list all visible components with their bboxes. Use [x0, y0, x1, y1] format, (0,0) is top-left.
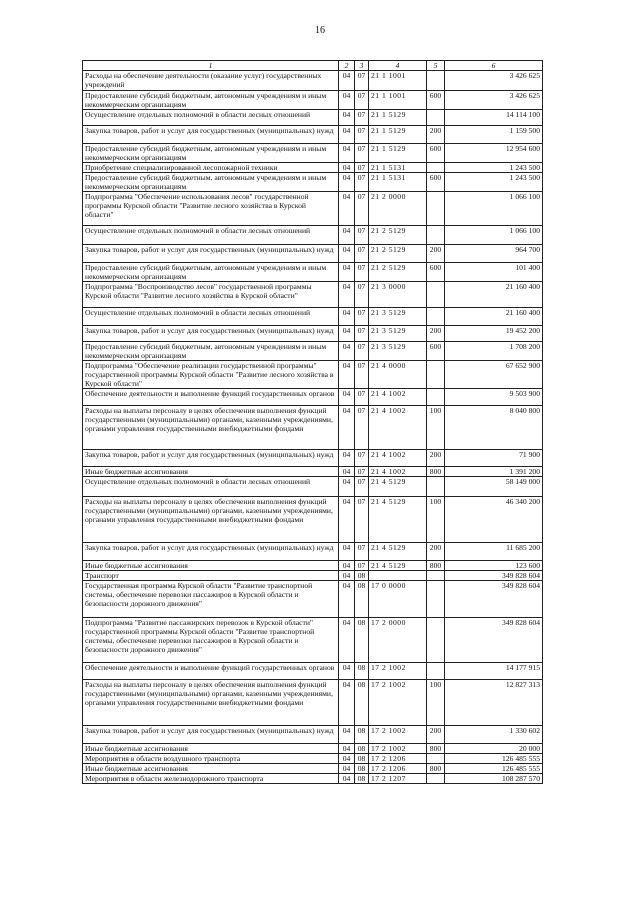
row-name: Предоставление субсидий бюджетным, автономным учреждениям и иным некоммерческим организациям: [83, 144, 339, 163]
row-target-article: 21 1 1001: [369, 71, 427, 91]
row-subsection: 08: [355, 680, 369, 726]
row-expense-type: 200: [427, 543, 445, 561]
row-amount: 12 827 313: [445, 680, 543, 726]
row-subsection: 07: [355, 282, 369, 308]
table-row: [83, 71, 543, 91]
table-row: [83, 663, 543, 680]
row-target-article: 17 2 1002: [369, 744, 427, 754]
row-target-article: 17 2 1002: [369, 680, 427, 726]
row-section: 04: [339, 467, 355, 477]
row-name: Осуществление отдельных полномочий в области лесных отношений: [83, 226, 339, 245]
row-target-article: 21 2 5129: [369, 245, 427, 263]
row-subsection: 07: [355, 450, 369, 467]
row-target-article: 21 4 1002: [369, 406, 427, 450]
row-target-article: 21 4 5129: [369, 497, 427, 543]
row-amount: 58 149 000: [445, 477, 543, 497]
row-section: 04: [339, 618, 355, 663]
row-section: 04: [339, 406, 355, 450]
table-row: [83, 571, 543, 581]
row-expense-type: 600: [427, 144, 445, 163]
row-expense-type: 800: [427, 467, 445, 477]
row-target-article: 21 4 5129: [369, 477, 427, 497]
row-name: Закупка товаров, работ и услуг для государственных (муниципальных) нужд: [83, 543, 339, 561]
row-target-article: 21 4 0000: [369, 361, 427, 389]
row-expense-type: [427, 663, 445, 680]
table-row: [83, 361, 543, 389]
table-row: [83, 561, 543, 571]
row-subsection: 07: [355, 561, 369, 571]
row-section: 04: [339, 342, 355, 361]
row-target-article: 17 2 1206: [369, 754, 427, 764]
row-amount: 123 600: [445, 561, 543, 571]
row-subsection: 07: [355, 71, 369, 91]
row-target-article: 21 2 5129: [369, 226, 427, 245]
row-target-article: 17 2 1002: [369, 726, 427, 744]
row-subsection: 07: [355, 263, 369, 282]
row-section: 04: [339, 361, 355, 389]
row-subsection: 07: [355, 144, 369, 163]
row-section: 04: [339, 774, 355, 784]
row-subsection: 07: [355, 173, 369, 192]
table-row: [83, 389, 543, 406]
row-section: 04: [339, 308, 355, 326]
row-section: 04: [339, 663, 355, 680]
table-row: [83, 91, 543, 110]
row-section: 04: [339, 450, 355, 467]
row-section: 04: [339, 389, 355, 406]
table-row: [83, 282, 543, 308]
row-target-article: 21 4 1002: [369, 450, 427, 467]
row-amount: 101 400: [445, 263, 543, 282]
row-subsection: 07: [355, 308, 369, 326]
row-subsection: 08: [355, 744, 369, 754]
row-expense-type: [427, 192, 445, 226]
row-subsection: 07: [355, 406, 369, 450]
table-row: [83, 497, 543, 543]
row-expense-type: 800: [427, 764, 445, 774]
row-amount: 126 485 555: [445, 754, 543, 764]
table-row: [83, 326, 543, 342]
row-subsection: 07: [355, 342, 369, 361]
row-amount: 12 954 600: [445, 144, 543, 163]
row-section: 04: [339, 581, 355, 618]
row-section: 04: [339, 326, 355, 342]
table-row: [83, 342, 543, 361]
row-expense-type: [427, 389, 445, 406]
row-amount: 11 685 200: [445, 543, 543, 561]
row-target-article: 21 3 5129: [369, 342, 427, 361]
row-name: Обеспечение деятельности и выполнение функций государственных органов: [83, 663, 339, 680]
row-name: Предоставление субсидий бюджетным, автономным учреждениям и иным некоммерческим организациям: [83, 91, 339, 110]
table-row: [83, 477, 543, 497]
row-expense-type: [427, 571, 445, 581]
header-section: 2: [339, 61, 355, 71]
row-amount: 1 243 500: [445, 173, 543, 192]
row-target-article: 17 2 1206: [369, 764, 427, 774]
row-name: Закупка товаров, работ и услуг для государственных (муниципальных) нужд: [83, 726, 339, 744]
table-body: [83, 71, 543, 784]
row-name: Расходы на выплаты персоналу в целях обеспечения выполнения функций государственными (муниципальными) органами, казенными учреждениями, органами управления государственными внебюджетными фондами: [83, 680, 339, 726]
row-amount: 964 700: [445, 245, 543, 263]
row-expense-type: 800: [427, 744, 445, 754]
row-name: Предоставление субсидий бюджетным, автономным учреждениям и иным некоммерческим организациям: [83, 263, 339, 282]
row-expense-type: [427, 71, 445, 91]
row-subsection: 08: [355, 726, 369, 744]
row-subsection: 07: [355, 467, 369, 477]
table-row: [83, 110, 543, 126]
row-amount: 14 114 100: [445, 110, 543, 126]
table-row: [83, 543, 543, 561]
row-target-article: 17 2 1207: [369, 774, 427, 784]
row-amount: 1 066 100: [445, 226, 543, 245]
row-section: 04: [339, 144, 355, 163]
row-name: Закупка товаров, работ и услуг для государственных (муниципальных) нужд: [83, 126, 339, 144]
row-expense-type: [427, 110, 445, 126]
row-subsection: 07: [355, 163, 369, 173]
row-subsection: 07: [355, 497, 369, 543]
row-section: 04: [339, 477, 355, 497]
row-amount: 108 287 570: [445, 774, 543, 784]
row-amount: 21 160 400: [445, 282, 543, 308]
row-expense-type: 200: [427, 450, 445, 467]
table-row: [83, 406, 543, 450]
row-amount: 46 340 200: [445, 497, 543, 543]
row-section: 04: [339, 91, 355, 110]
row-expense-type: [427, 754, 445, 764]
row-amount: 1 330 602: [445, 726, 543, 744]
row-expense-type: [427, 163, 445, 173]
row-expense-type: 200: [427, 245, 445, 263]
budget-table: [82, 60, 543, 784]
table-row: [83, 450, 543, 467]
page-number: 16: [315, 25, 325, 36]
row-name: Закупка товаров, работ и услуг для государственных (муниципальных) нужд: [83, 245, 339, 263]
table-row: [83, 467, 543, 477]
row-subsection: 08: [355, 774, 369, 784]
row-name: Иные бюджетные ассигнования: [83, 561, 339, 571]
row-amount: 349 828 604: [445, 618, 543, 663]
row-section: 04: [339, 173, 355, 192]
table-row: [83, 192, 543, 226]
row-amount: 8 040 800: [445, 406, 543, 450]
row-subsection: 07: [355, 389, 369, 406]
row-target-article: 21 2 5129: [369, 263, 427, 282]
row-name: Закупка товаров, работ и услуг для государственных (муниципальных) нужд: [83, 450, 339, 467]
row-target-article: 21 1 5131: [369, 173, 427, 192]
row-subsection: 07: [355, 192, 369, 226]
row-expense-type: 600: [427, 173, 445, 192]
row-target-article: 17 0 0000: [369, 581, 427, 618]
row-expense-type: [427, 308, 445, 326]
row-target-article: 21 1 5129: [369, 144, 427, 163]
row-section: 04: [339, 192, 355, 226]
row-subsection: 07: [355, 245, 369, 263]
row-target-article: 21 1 5129: [369, 126, 427, 144]
row-section: 04: [339, 561, 355, 571]
row-amount: 71 900: [445, 450, 543, 467]
row-name: Иные бюджетные ассигнования: [83, 467, 339, 477]
row-section: 04: [339, 163, 355, 173]
row-subsection: 07: [355, 543, 369, 561]
row-name: Расходы на обеспечение деятельности (оказание услуг) государственных учреждений: [83, 71, 339, 91]
row-expense-type: 200: [427, 726, 445, 744]
table-row: [83, 308, 543, 326]
row-target-article: 21 4 1002: [369, 389, 427, 406]
row-name: Подпрограмма "Развитие пассажирских перевозок в Курской области" государственной программы Курской области "Развитие транспортной системы, обеспечение перевозки пассажиров в Курской области и безопасности дорожного движения": [83, 618, 339, 663]
row-section: 04: [339, 126, 355, 144]
row-target-article: 17 2 1002: [369, 663, 427, 680]
row-target-article: 21 4 5129: [369, 561, 427, 571]
table-row: [83, 754, 543, 764]
row-subsection: 07: [355, 91, 369, 110]
row-subsection: 07: [355, 477, 369, 497]
header-subsection: 3: [355, 61, 369, 71]
row-name: Мероприятия в области воздушного транспорта: [83, 754, 339, 764]
table-row: [83, 774, 543, 784]
row-name: Расходы на выплаты персоналу в целях обеспечения выполнения функций государственными (муниципальными) органами, казенными учреждениями, органами управления государственными внебюджетными фондами: [83, 497, 339, 543]
row-target-article: 21 4 5129: [369, 543, 427, 561]
row-subsection: 07: [355, 226, 369, 245]
row-name: Предоставление субсидий бюджетным, автономным учреждениям и иным некоммерческим организациям: [83, 173, 339, 192]
row-expense-type: [427, 361, 445, 389]
row-expense-type: [427, 226, 445, 245]
row-name: Осуществление отдельных полномочий в области лесных отношений: [83, 110, 339, 126]
row-section: 04: [339, 744, 355, 754]
row-subsection: 07: [355, 361, 369, 389]
row-target-article: 21 3 5129: [369, 326, 427, 342]
row-expense-type: 800: [427, 561, 445, 571]
row-name: Транспорт: [83, 571, 339, 581]
header-name: 1: [83, 61, 339, 71]
row-section: 04: [339, 543, 355, 561]
row-amount: 19 452 200: [445, 326, 543, 342]
row-section: 04: [339, 71, 355, 91]
table-row: [83, 173, 543, 192]
table-row: [83, 581, 543, 618]
row-subsection: 07: [355, 110, 369, 126]
row-amount: 21 160 400: [445, 308, 543, 326]
row-expense-type: [427, 618, 445, 663]
table-row: [83, 726, 543, 744]
row-amount: 3 426 625: [445, 71, 543, 91]
table-row: [83, 126, 543, 144]
row-expense-type: 100: [427, 497, 445, 543]
row-expense-type: 600: [427, 263, 445, 282]
row-section: 04: [339, 680, 355, 726]
header-target-article: 4: [369, 61, 427, 71]
row-name: Предоставление субсидий бюджетным, автономным учреждениям и иным некоммерческим организациям: [83, 342, 339, 361]
header-expense-type: 5: [427, 61, 445, 71]
table-row: [83, 764, 543, 774]
row-name: Осуществление отдельных полномочий в области лесных отношений: [83, 477, 339, 497]
row-target-article: [369, 571, 427, 581]
row-name: Обеспечение деятельности и выполнение функций государственных органов: [83, 389, 339, 406]
row-subsection: 08: [355, 581, 369, 618]
row-section: 04: [339, 110, 355, 126]
row-amount: 126 485 555: [445, 764, 543, 774]
table-row: [83, 618, 543, 663]
row-subsection: 08: [355, 764, 369, 774]
row-subsection: 08: [355, 571, 369, 581]
row-expense-type: 600: [427, 91, 445, 110]
row-expense-type: [427, 477, 445, 497]
row-amount: 20 000: [445, 744, 543, 754]
row-expense-type: 100: [427, 406, 445, 450]
row-amount: 1 243 500: [445, 163, 543, 173]
row-amount: 1 066 100: [445, 192, 543, 226]
row-subsection: 07: [355, 326, 369, 342]
row-name: Мероприятия в области железнодорожного транспорта: [83, 774, 339, 784]
row-target-article: 21 3 5129: [369, 308, 427, 326]
row-name: Закупка товаров, работ и услуг для государственных (муниципальных) нужд: [83, 326, 339, 342]
row-amount: 1 708 200: [445, 342, 543, 361]
table-row: [83, 680, 543, 726]
row-amount: 9 503 900: [445, 389, 543, 406]
row-section: 04: [339, 754, 355, 764]
header-amount: 6: [445, 61, 543, 71]
row-target-article: 21 1 5131: [369, 163, 427, 173]
row-target-article: 21 2 0000: [369, 192, 427, 226]
row-target-article: 21 1 1001: [369, 91, 427, 110]
row-expense-type: 600: [427, 342, 445, 361]
row-section: 04: [339, 263, 355, 282]
row-name: Подпрограмма "Обеспечение использования лесов" государственной программы Курской области "Развитие лесного хозяйства в Курской области": [83, 192, 339, 226]
row-target-article: 21 3 0000: [369, 282, 427, 308]
row-subsection: 07: [355, 126, 369, 144]
row-expense-type: [427, 282, 445, 308]
table-header-row: [83, 61, 543, 71]
table-row: [83, 744, 543, 754]
row-name: Иные бюджетные ассигнования: [83, 744, 339, 754]
table-row: [83, 226, 543, 245]
table-row: [83, 144, 543, 163]
row-name: Расходы на выплаты персоналу в целях обеспечения выполнения функций государственными (муниципальными) органами, казенными учреждениями, органами управления государственными внебюджетными фондами: [83, 406, 339, 450]
row-amount: 14 177 915: [445, 663, 543, 680]
row-subsection: 08: [355, 754, 369, 764]
row-target-article: 21 1 5129: [369, 110, 427, 126]
row-amount: 349 828 604: [445, 581, 543, 618]
row-amount: 67 652 900: [445, 361, 543, 389]
row-section: 04: [339, 764, 355, 774]
row-section: 04: [339, 282, 355, 308]
row-expense-type: [427, 581, 445, 618]
row-name: Иные бюджетные ассигнования: [83, 764, 339, 774]
row-section: 04: [339, 245, 355, 263]
row-name: Осуществление отдельных полномочий в области лесных отношений: [83, 308, 339, 326]
row-section: 04: [339, 497, 355, 543]
table-row: [83, 245, 543, 263]
row-amount: 3 426 625: [445, 91, 543, 110]
row-name: Подпрограмма "Воспроизводство лесов" государственной программы Курской области "Развитие лесного хозяйства в Курской области": [83, 282, 339, 308]
row-expense-type: 100: [427, 680, 445, 726]
row-section: 04: [339, 226, 355, 245]
row-subsection: 08: [355, 618, 369, 663]
row-expense-type: [427, 774, 445, 784]
row-expense-type: 200: [427, 326, 445, 342]
row-name: Государственная программа Курской области "Развитие транспортной системы, обеспечение перевозки пассажиров в Курской области и безопасности дорожного движения": [83, 581, 339, 618]
row-amount: 1 159 500: [445, 126, 543, 144]
table-row: [83, 263, 543, 282]
row-target-article: 21 4 1002: [369, 467, 427, 477]
row-name: Подпрограмма "Обеспечение реализации государственной программы" государственной программы Курской области "Развитие лесного хозяйства в Курской области": [83, 361, 339, 389]
row-subsection: 08: [355, 663, 369, 680]
row-section: 04: [339, 571, 355, 581]
row-expense-type: 200: [427, 126, 445, 144]
row-name: Приобретение специализированной лесопожарной техники: [83, 163, 339, 173]
table-row: [83, 163, 543, 173]
row-amount: 349 828 604: [445, 571, 543, 581]
row-target-article: 17 2 0000: [369, 618, 427, 663]
row-section: 04: [339, 726, 355, 744]
row-amount: 1 391 200: [445, 467, 543, 477]
